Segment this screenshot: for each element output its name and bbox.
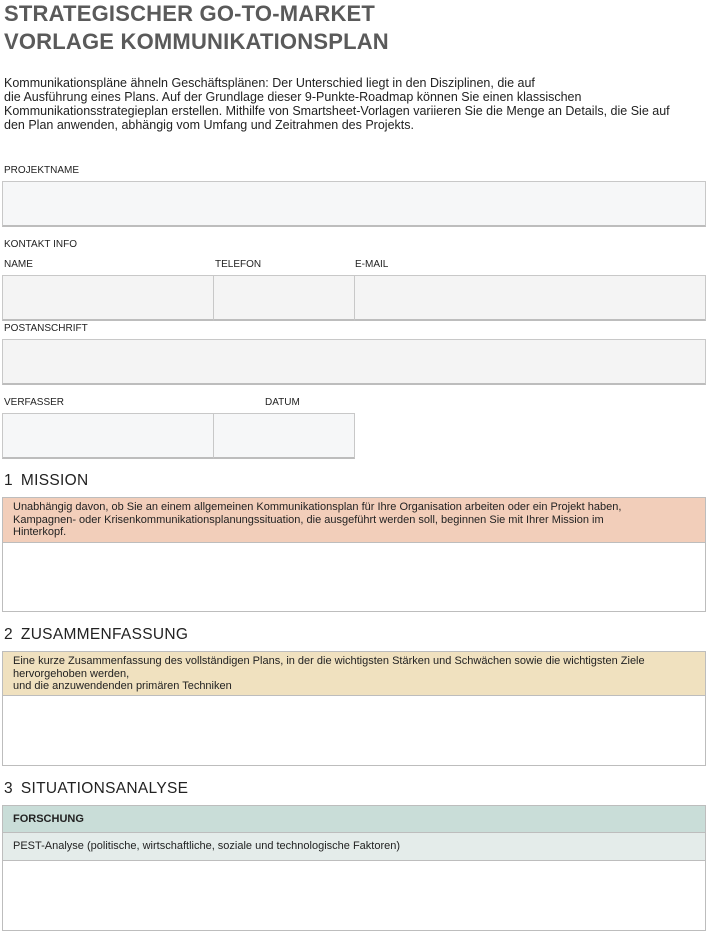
summary-input-area[interactable] (2, 696, 706, 766)
section-situation-title: SITUATIONSANALYSE (20, 780, 189, 797)
intro-line-1: Kommunikationspläne ähneln Geschäftsplänen: Der Unterschied liegt in den Disziplinen, die auf (4, 76, 535, 90)
page-title (4, 0, 389, 56)
research-label: FORSCHUNG (13, 813, 84, 825)
name-input[interactable] (2, 275, 214, 321)
pest-analysis-label: PEST-Analyse (politische, wirtschaftliche, soziale und technologische Faktoren) (13, 840, 401, 852)
title-line-2: VORLAGE KOMMUNIKATIONSPLAN (4, 29, 389, 54)
section-summary-heading (4, 626, 188, 644)
mission-input-area[interactable] (2, 543, 706, 612)
research-header (2, 805, 706, 833)
address-input[interactable] (2, 339, 706, 385)
project-name-input[interactable] (2, 181, 706, 227)
mission-note-line-2: Kampagnen- oder Krisenkommunikationsplanungssituation, die ausgeführt werden soll, beginnen Sie mit Ihrer Mission im (13, 513, 604, 526)
mission-note-line-3: Hinterkopf. (13, 526, 67, 538)
project-name-label: PROJEKTNAME (4, 165, 80, 176)
intro-paragraph (4, 76, 704, 132)
intro-line-3: Kommunikationsstrategieplan erstellen. Mithilfe von Smartsheet-Vorlagen variieren Sie die Menge an Details, die Sie auf (4, 104, 670, 118)
address-label: POSTANSCHRIFT (4, 323, 88, 334)
title-line-1: STRATEGISCHER GO-TO-MARKET (4, 1, 376, 26)
date-input[interactable] (213, 413, 355, 459)
section-summary-title: ZUSAMMENFASSUNG (20, 626, 189, 643)
situation-input-area[interactable] (2, 861, 706, 931)
mission-note (2, 497, 706, 543)
email-label: E-MAIL (355, 259, 389, 270)
section-summary-number: 2 (4, 626, 13, 643)
summary-note-line-3: und die anzuwendenden primären Techniken (13, 680, 232, 692)
intro-line-2: die Ausführung eines Plans. Auf der Grundlage dieser 9-Punkte-Roadmap können Sie einen klassischen (4, 90, 582, 104)
phone-label: TELEFON (215, 259, 262, 270)
section-situation-number: 3 (4, 780, 13, 797)
summary-note-line-2: hervorgehoben werden, (13, 667, 130, 680)
pest-analysis-row (2, 833, 706, 861)
section-situation-heading (4, 780, 188, 798)
section-mission-title: MISSION (20, 472, 89, 489)
mission-note-line-1: Unabhängig davon, ob Sie an einem allgemeinen Kommunikationsplan für Ihre Organisation arbeiten oder ein Projekt haben, (13, 501, 622, 513)
section-mission-number: 1 (4, 472, 13, 489)
contact-info-label: KONTAKT INFO (4, 239, 77, 250)
summary-note-line-1: Eine kurze Zusammenfassung des vollständigen Plans, in der die wichtigsten Stärken und Schwächen sowie die wichtigsten Ziele (13, 655, 645, 667)
section-mission-heading (4, 472, 88, 490)
summary-note (2, 651, 706, 696)
phone-input[interactable] (213, 275, 355, 321)
email-input[interactable] (354, 275, 706, 321)
intro-line-4: den Plan anwenden, abhängig vom Umfang und Zeitrahmen des Projekts. (4, 118, 414, 132)
author-label: VERFASSER (4, 397, 65, 408)
name-label: NAME (4, 259, 33, 270)
author-input[interactable] (2, 413, 214, 459)
date-label: DATUM (265, 397, 300, 408)
